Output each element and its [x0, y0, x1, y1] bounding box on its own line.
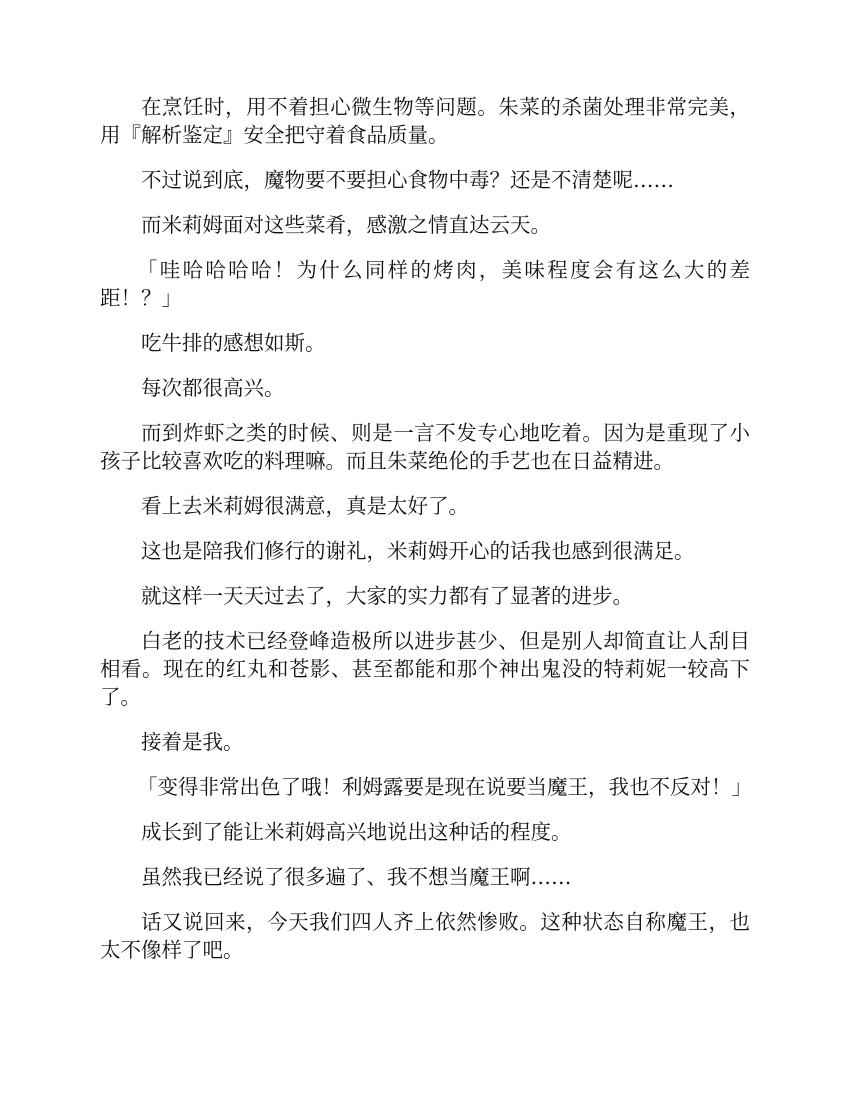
- paragraph-always-happy: 每次都很高兴。: [141, 376, 285, 400]
- document-page: [100, 93, 750, 981]
- paragraph-steak-impression: 吃牛排的感想如斯。: [141, 331, 326, 355]
- paragraph-milim-grateful: 而米莉姆面对这些菜肴，感激之情直达云天。: [141, 213, 551, 237]
- paragraph-next-is-me: 接着是我。: [141, 730, 244, 754]
- paragraph-thanks-for-training: 这也是陪我们修行的谢礼，米莉姆开心的话我也感到很满足。: [141, 539, 695, 563]
- paragraph-days-passed: 就这样一天天过去了，大家的实力都有了显著的进步。: [141, 584, 633, 608]
- paragraph-cooking-hygiene: 在烹饪时，用不着担心微生物等问题。朱菜的杀菌处理非常完美，用『解析鉴定』安全把守着食品质量。: [100, 95, 750, 147]
- paragraph-fried-shrimp: 而到炸虾之类的时候、则是一言不发专心地吃着。因为是重现了小孩子比较喜欢吃的料理嘛。而且朱菜绝伦的手艺也在日益精进。: [100, 421, 750, 473]
- paragraph-dont-want-demon-lord: 虽然我已经说了很多遍了、我不想当魔王啊……: [141, 865, 572, 889]
- paragraph-growth: 成长到了能让米莉姆高兴地说出这种话的程度。: [141, 820, 572, 844]
- dialogue-milim-grilled-meat: 「哇哈哈哈哈！为什么同样的烤肉，美味程度会有这么大的差距！？」: [100, 258, 750, 310]
- paragraph-hakurou-progress: 白老的技术已经登峰造极所以进步甚少、但是别人却简直让人刮目相看。现在的红丸和苍影、甚至都能和那个神出鬼没的特莉妮一较高下了。: [100, 629, 750, 709]
- paragraph-milim-satisfied: 看上去米莉姆很满意，真是太好了。: [141, 494, 469, 518]
- paragraph-food-poisoning: 不过说到底，魔物要不要担心食物中毒？还是不清楚呢……: [141, 168, 674, 192]
- dialogue-milim-demon-lord: 「变得非常出色了哦！利姆露要是现在说要当魔王，我也不反对！」: [137, 775, 752, 799]
- paragraph-four-defeated: 话又说回来，今天我们四人齐上依然惨败。这种状态自称魔王，也太不像样了吧。: [100, 910, 750, 962]
